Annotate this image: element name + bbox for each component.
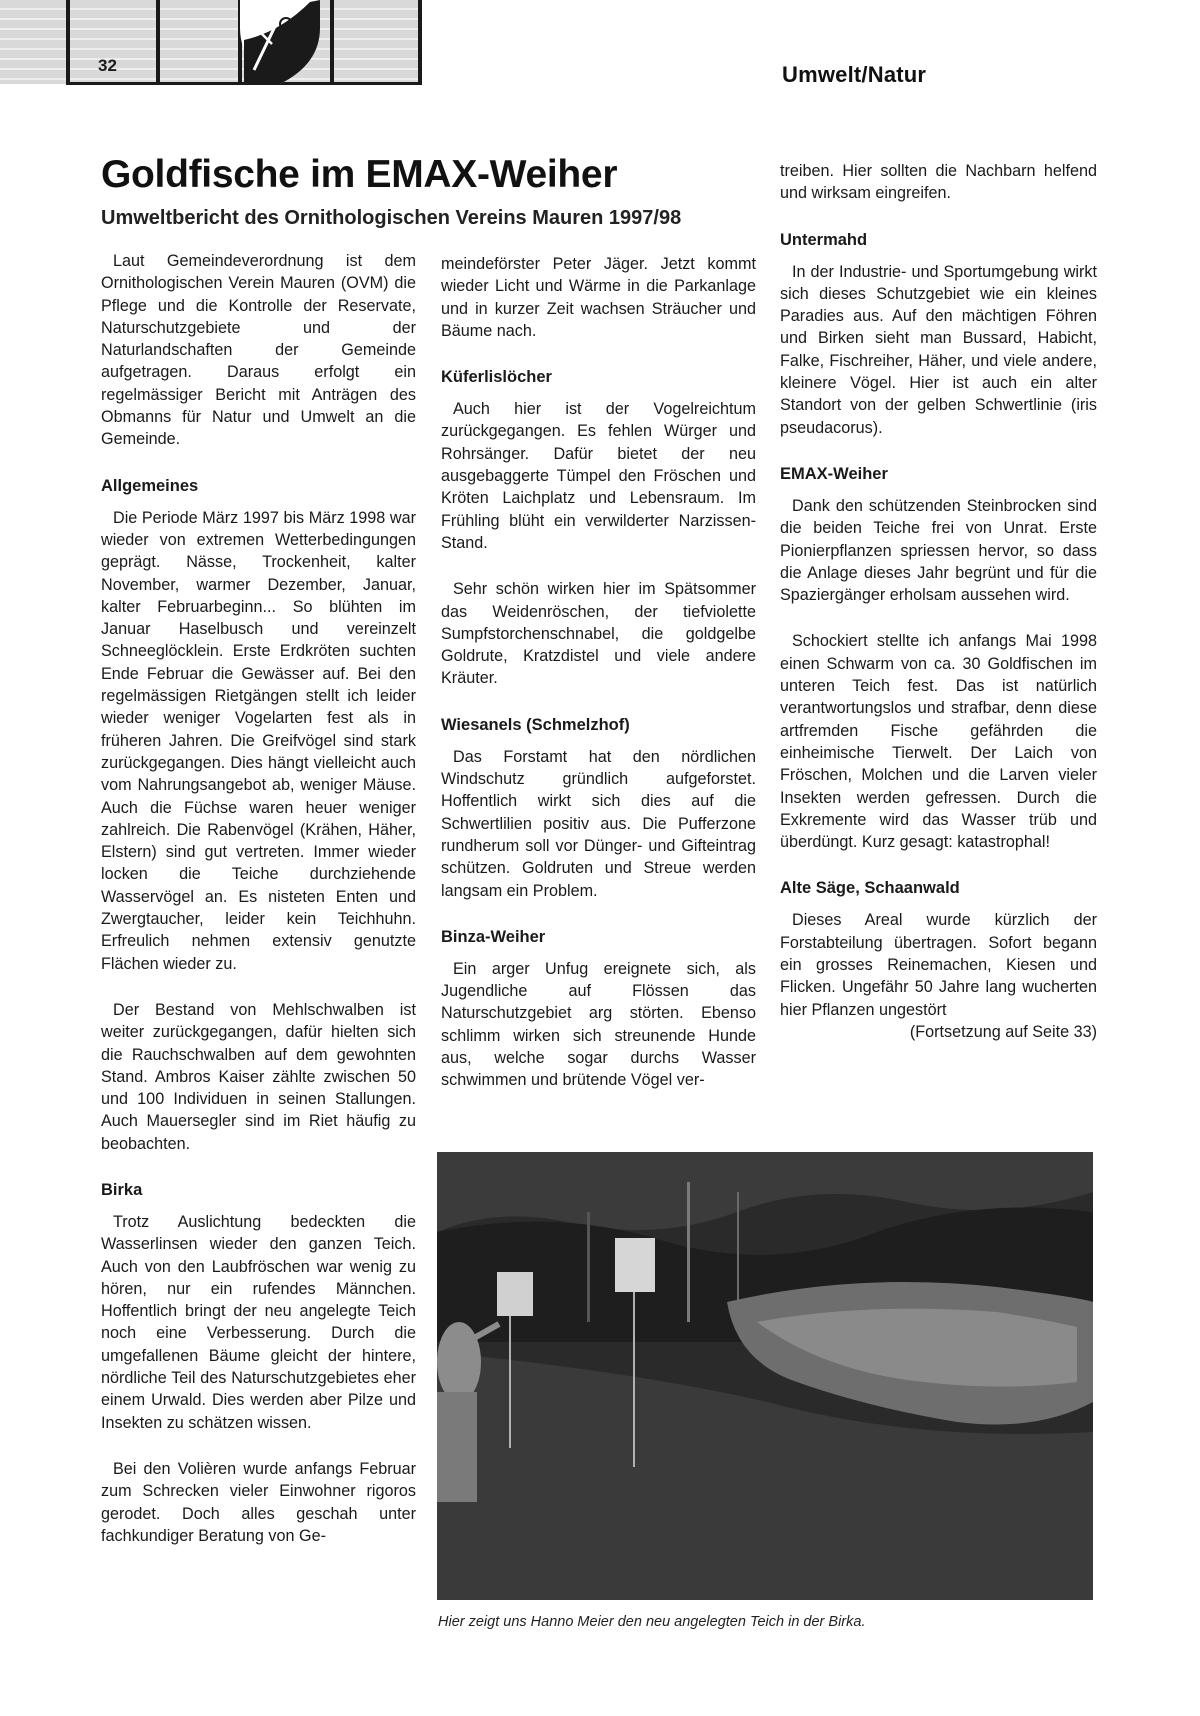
paragraph: Das Forstamt hat den nördlichen Windschutz gründlich aufgeforstet. Hoffentlich wirkt sich dies auf die Schwertlilien positiv aus. Die Pufferzone rundherum soll vor Dünger- und Gifteintrag schützen. Goldruten und Streue werden langsam ein Problem.	[441, 747, 756, 900]
pond-photo	[437, 1152, 1093, 1600]
paragraph: Schockiert stellte ich anfangs Mai 1998 einen Schwarm von ca. 30 Goldfischen im unteren Teich fest. Das ist natürlich verantwortungslos und strafbar, denn diese artfremden Fische gefährden die einheimische Tierwelt. Der Laich von Fröschen, Molchen und die Larven vieler Insekten werden gefressen. Durch die Exkremente wird das Wasser trüb und überdüngt. Kurz gesagt: katastrophal!	[780, 632, 1097, 852]
photo-caption: Hier zeigt uns Hanno Meier den neu angelegten Teich in der Birka.	[438, 1614, 866, 1630]
paragraph: Dieses Areal wurde kürzlich der Forstabteilung übertragen. Sofort begann ein grosses Reinemachen, Kiesen und Flicken. Ungefähr 50 Jahre lang wucherten hier Pflanzen ungestört	[780, 911, 1097, 1019]
page-number: 32	[98, 56, 117, 75]
paragraph: Der Bestand von Mehlschwalben ist weiter zurückgegangen, dafür hielten sich die Rauchschwalben auf dem gewohnten Stand. Ambros Kaiser zählte zwischen 50 und 100 Individuen in seinen Stallungen. Auch Mauersegler sind im Riet häufig zu beobachten.	[101, 1000, 416, 1153]
heading-kueferlisloecher: Küferlislöcher	[441, 368, 552, 387]
section-heading: Umwelt/Natur	[782, 62, 927, 87]
paragraph: Dank den schützenden Steinbrocken sind die beiden Teiche frei von Unrat. Erste Pionierpflanzen spriessen hervor, so dass die Anlage dieses Jahr begrünt und für die Spaziergänger erholsam aussehen wird.	[780, 496, 1097, 605]
paragraph: In der Industrie- und Sportumgebung wirkt sich dieses Schutzgebiet wie ein kleines Paradies aus. Auf den mächtigen Föhren und Birken sieht man Bussard, Habicht, Falke, Fischreiher, Häher, und viele andere, kleinere Vögel. Hier ist auch ein alter Standort von der gelben Schwertlinie (iris pseudacorus).	[780, 262, 1097, 437]
heading-allgemeines: Allgemeines	[101, 476, 199, 495]
paragraph: Auch hier ist der Vogelreichtum zurückgegangen. Es fehlen Würger und Rohrsänger. Dafür bietet der neu ausgebaggerte Tümpel den Fröschen und Kröten Laichplatz und Lebensraum. Im Frühling blüht ein verwilderter Narzissen-Stand.	[441, 400, 756, 552]
heading-untermahd: Untermahd	[780, 230, 868, 249]
paragraph-continued: meindeförster Peter Jäger. Jetzt kommt wieder Licht und Wärme in die Parkanlage und in kurzer Zeit wachsen Sträucher und Bäume nach.	[441, 255, 756, 340]
continuation-note: (Fortsetzung auf Seite 33)	[909, 1022, 1097, 1041]
paragraph: Die Periode März 1997 bis März 1998 war wieder von extremen Wetterbedingungen geprägt. Nässe, Trockenheit, kalter November, warmer Dezember, Januar, kalter Februarbeginn... So blühten im Januar Haselbusch und vereinzelt Schneeglöcklein. Erste Erdkröten suchten Ende Februar die Gewässer auf. Bei den regelmässigen Rietgängen stellt ich leider wieder weniger Vogelarten fest als in früheren Jahren. Die Greifvögel sind stark zurückgegangen. Dies hängt vielleicht auch vom Nahrungsangebot ab, weniger Mäuse. Auch die Füchse waren heuer weniger zahlreich. Die Rabenvögel (Krähen, Häher, Elstern) sind gut vertreten. Immer wieder locken die Teiche durchziehende Wasservögel an. Es nisteten Enten und Zwergtaucher, leider kein Teichhuhn. Erfreulich nehmen extensiv genutzte Flächen wieder zu.	[101, 508, 416, 973]
heading-binza-weiher: Binza-Weiher	[441, 927, 546, 946]
paragraph: Bei den Volièren wurde anfangs Februar zum Schrecken vieler Einwohner rigoros gerodet. Doch alles geschah unter fachkundiger Beratung von Ge-	[101, 1459, 416, 1545]
heading-birka: Birka	[101, 1180, 143, 1199]
heading-alte-saege: Alte Säge, Schaanwald	[780, 879, 960, 898]
paragraph: Sehr schön wirken hier im Spätsommer das Weidenröschen, der tiefviolette Sumpfstorchenschnabel, die goldgelbe Goldrute, Kratzdistel und viele andere Kräuter.	[441, 580, 756, 688]
pond-photo-illustration	[437, 1152, 1093, 1600]
article-title: Goldfische im EMAX-Weiher	[101, 153, 618, 196]
text-column-2	[441, 253, 756, 1116]
article-subtitle: Umweltbericht des Ornithologischen Vereins Mauren 1997/98	[101, 207, 682, 229]
paragraph: Trotz Auslichtung bedeckten die Wasserlinsen wieder den ganzen Teich. Auch von den Laubfröschen war wenig zu hören, nur ein rufendes Männchen. Hoffentlich bringt der neu angelegte Teich noch eine Verbesserung. Durch die umgefallenen Bäume gleicht der hintere, nördliche Teil des Naturschutzgebietes eher einem Urwald. Dies werden aber Pilze und Insekten zu schätzen wissen.	[101, 1212, 416, 1432]
text-column-3	[780, 160, 1097, 1043]
municipal-coat-of-arms-icon	[240, 0, 320, 84]
paragraph: Ein arger Unfug ereignete sich, als Jugendliche auf Flössen das Naturschutzgebiet arg störten. Ebenso schlimm wirken sich streunende Hunde aus, welche sogar durchs Wasser schwimmen und brütende Vögel ver-	[441, 959, 756, 1090]
heading-emax-weiher: EMAX-Weiher	[780, 464, 888, 483]
heading-wiesanels: Wiesanels (Schmelzhof)	[441, 715, 630, 734]
header-band	[0, 0, 422, 84]
paragraph-continued: treiben. Hier sollten die Nachbarn helfend und wirksam eingreifen.	[780, 162, 1097, 203]
intro-paragraph: Laut Gemeindeverordnung ist dem Ornithologischen Verein Mauren (OVM) die Pflege und die Kontrolle der Reservate, Naturschutzgebiete und der Naturlandschaften der Gemeinde aufgetragen. Daraus erfolgt ein regelmässiger Bericht mit Anträgen des Obmanns für Natur und Umwelt an die Gemeinde.	[101, 252, 416, 449]
text-column-1	[101, 250, 416, 1571]
